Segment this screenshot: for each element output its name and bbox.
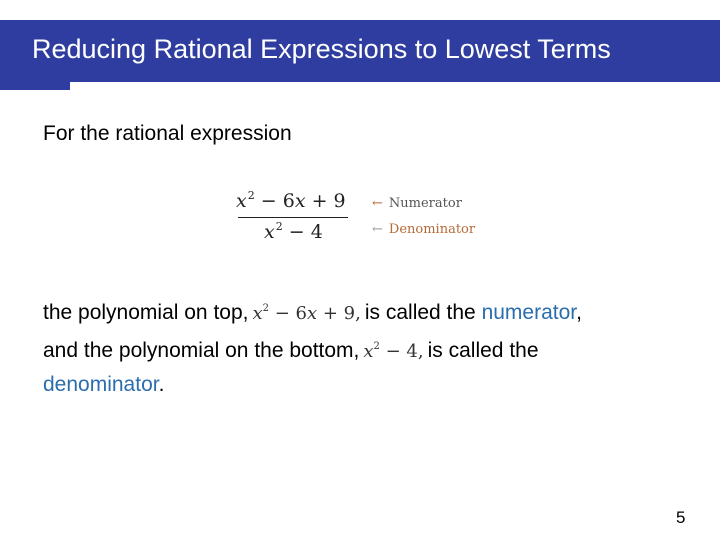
paragraph-line-1: the polynomial on top, $x^2 - 6x + 9$, is called the numerator, [43, 301, 582, 324]
fraction-bar [238, 217, 348, 218]
paragraph-line-3: denominator. [43, 373, 165, 396]
numerator-term: numerator [481, 301, 577, 324]
numerator-label: ← Numerator [372, 196, 462, 211]
slide-title: Reducing Rational Expressions to Lowest Terms [32, 34, 611, 64]
rational-expression-figure [236, 187, 496, 247]
denominator-term: denominator [43, 373, 159, 396]
page-number: 5 [676, 508, 686, 527]
denominator-expression: $x^2 - 4$ [264, 220, 323, 243]
paragraph-line-2: and the polynomial on the bottom, $x^2 - 4$, is called the [43, 339, 539, 362]
explanation-paragraph [43, 292, 683, 401]
left-arrow-icon: ← [372, 196, 383, 211]
intro-text: For the rational expression [43, 122, 292, 145]
numerator-inline-math: $x^2 - 6x + 9$, [252, 303, 361, 324]
left-arrow-icon: ← [372, 222, 383, 237]
numerator-expression: $x^2 - 6x + 9$ [236, 189, 346, 212]
denominator-label: ← Denominator [372, 222, 476, 237]
denominator-inline-math: $x^2 - 4$, [363, 341, 424, 362]
